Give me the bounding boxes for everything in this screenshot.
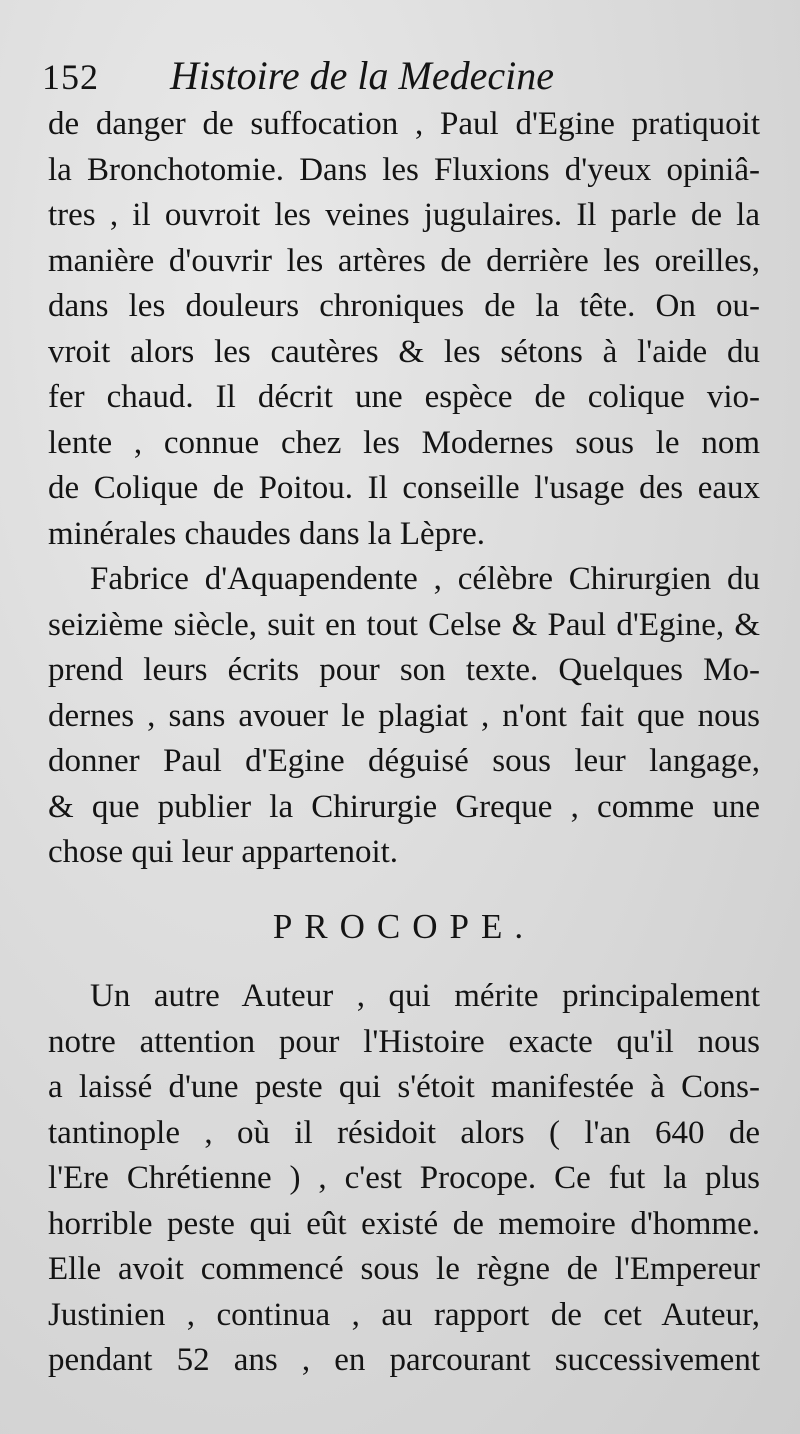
- text-line: & que publier la Chirurgie Greque , comme une: [48, 788, 760, 825]
- text-line: vroit alors les cautères & les sétons à l'aide du: [48, 333, 760, 370]
- text-line: horrible peste qui eût existé de memoire d'homme.: [48, 1205, 760, 1242]
- text-line: fer chaud. Il décrit une espèce de colique vio-: [48, 379, 760, 415]
- page-header: [42, 52, 762, 102]
- section-heading: PROCOPE.: [272, 906, 536, 946]
- text-line: chose qui leur appartenoit.: [48, 834, 399, 870]
- text-line: dernes , sans avouer le plagiat , n'ont fait que nous: [48, 697, 760, 734]
- text-line: prend leurs écrits pour son texte. Quelques Mo-: [48, 652, 760, 688]
- text-line: la Bronchotomie. Dans les Fluxions d'yeux opiniâ-: [48, 151, 760, 188]
- text-line: de Colique de Poitou. Il conseille l'usage des eaux: [48, 470, 760, 506]
- text-line: Elle avoit commencé sous le règne de l'Empereur: [48, 1251, 760, 1287]
- body-text: [48, 102, 760, 1384]
- text-line: donner Paul d'Egine déguisé sous leur langage,: [48, 743, 760, 779]
- page-number: 152: [42, 57, 99, 97]
- text-line: seizième siècle, suit en tout Celse & Paul d'Egine, &: [48, 606, 760, 643]
- text-line: tres , il ouvroit les veines jugulaires. Il parle de la: [48, 197, 760, 233]
- text-line: notre attention pour l'Histoire exacte qu'il nous: [48, 1023, 760, 1060]
- text-line: pendant 52 ans , en parcourant successivement: [48, 1342, 760, 1378]
- text-line: de danger de suffocation , Paul d'Egine pratiquoit: [48, 106, 760, 142]
- text-line: tantinople , où il résidoit alors ( l'an 640 de: [48, 1114, 760, 1151]
- running-title: Histoire de la Medecine: [170, 53, 554, 98]
- paragraph-procope: [48, 974, 760, 1384]
- text-line: manière d'ouvrir les artères de derrière les oreilles,: [48, 242, 760, 279]
- text-line: Fabrice d'Aquapendente , célèbre Chirurgien du: [90, 561, 760, 597]
- text-line: minérales chaudes dans la Lèpre.: [48, 515, 486, 552]
- text-line: Un autre Auteur , qui mérite principalement: [90, 978, 760, 1014]
- text-line: Justinien , continua , au rapport de cet Auteur,: [48, 1296, 760, 1333]
- text-line: a laissé d'une peste qui s'étoit manifestée à Cons-: [48, 1069, 760, 1105]
- text-line: dans les douleurs chroniques de la tête. On ou-: [48, 288, 760, 324]
- paragraph-paul-d-egine: [48, 102, 760, 557]
- text-line: l'Ere Chrétienne ) , c'est Procope. Ce fut la plus: [48, 1160, 760, 1196]
- paragraph-fabrice: [48, 557, 760, 876]
- text-line: lente , connue chez les Modernes sous le nom: [48, 424, 760, 461]
